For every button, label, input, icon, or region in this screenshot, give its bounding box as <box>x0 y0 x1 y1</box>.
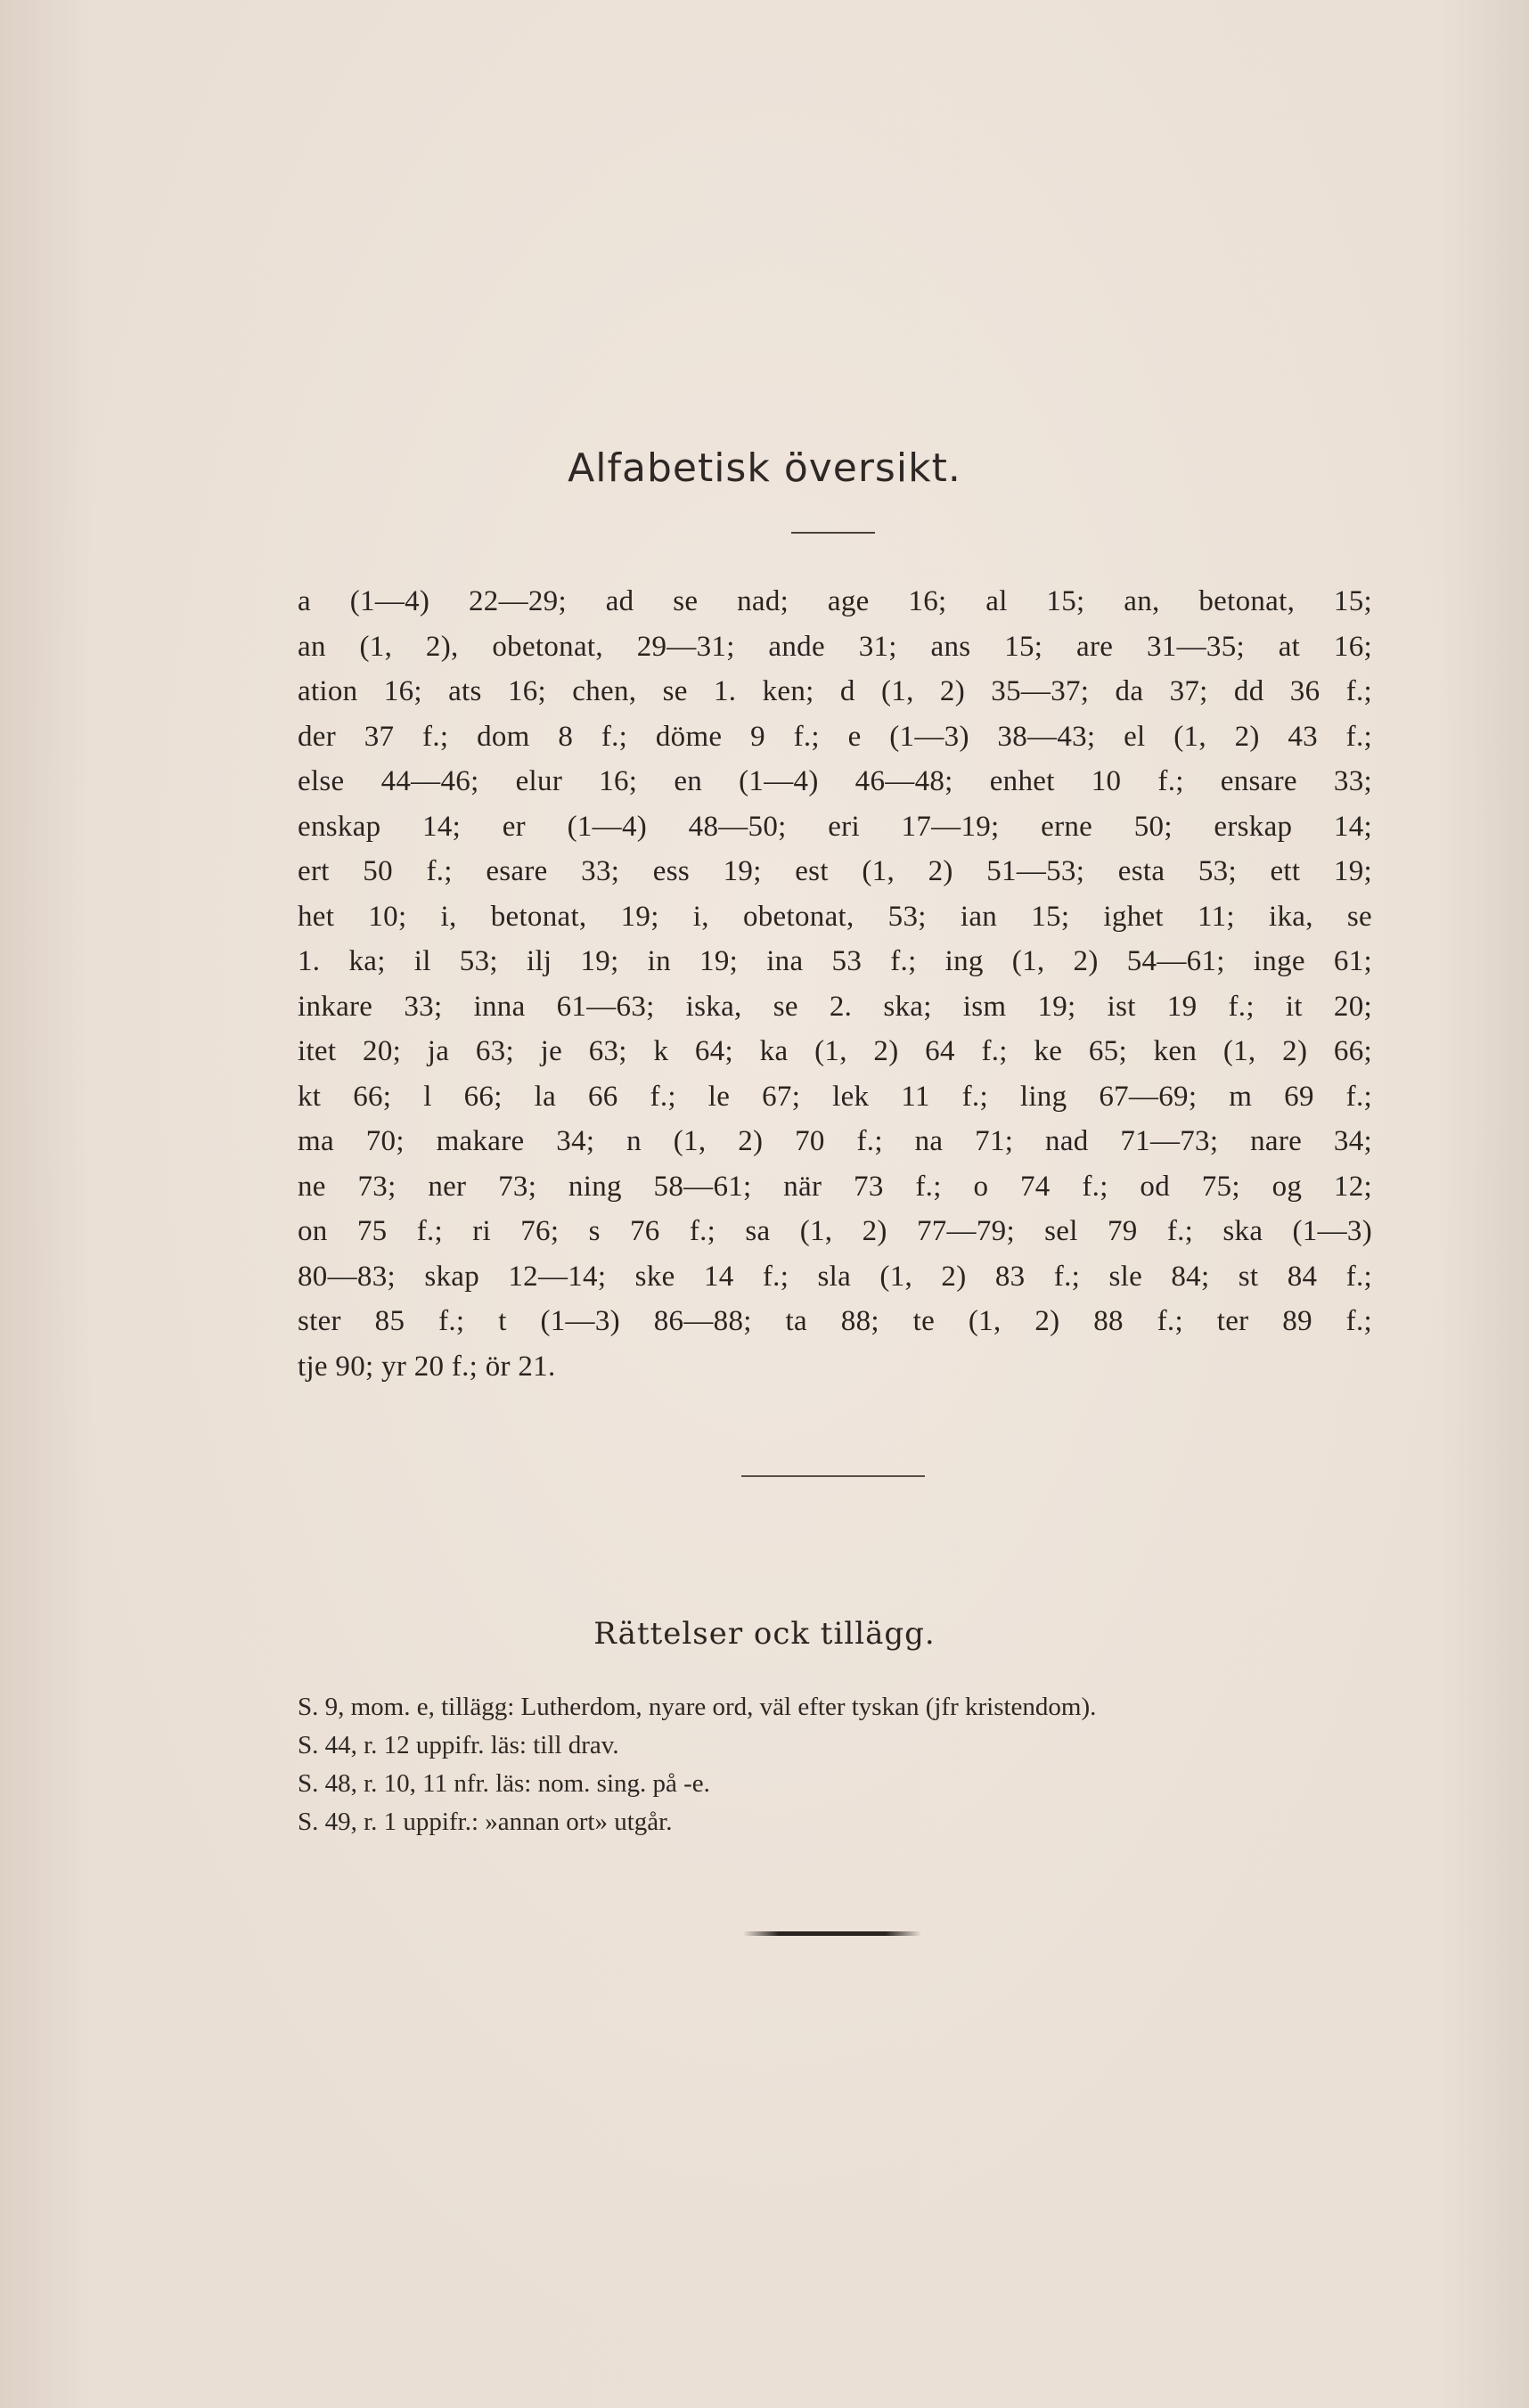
index-line: ne 73; ner 73; ning 58—61; när 73 f.; o 74 f.; od 75; og 12; <box>298 1170 1372 1203</box>
index-line: an (1, 2), obetonat, 29—31; ande 31; ans 15; are 31—35; at 16; <box>298 630 1372 663</box>
index-line: itet 20; ja 63; je 63; k 64; ka (1, 2) 64 f.; ke 65; ken (1, 2) 66; <box>298 1035 1372 1067</box>
index-line: ma 70; makare 34; n (1, 2) 70 f.; na 71; nad 71—73; nare 34; <box>298 1125 1372 1157</box>
corrections-title: Rättelser ock tillägg. <box>593 1616 936 1652</box>
correction-item: S. 44, r. 12 uppifr. läs: till drav. <box>298 1731 619 1759</box>
index-line: ert 50 f.; esare 33; ess 19; est (1, 2) 51—53; esta 53; ett 19; <box>298 855 1372 887</box>
index-line: enskap 14; er (1—4) 48—50; eri 17—19; erne 50; erskap 14; <box>298 810 1372 843</box>
index-line: else 44—46; elur 16; en (1—4) 46—48; enhet 10 f.; ensare 33; <box>298 765 1372 797</box>
index-line: ation 16; ats 16; chen, se 1. ken; d (1, 2) 35—37; da 37; dd 36 f.; <box>298 675 1372 707</box>
index-line: het 10; i, betonat, 19; i, obetonat, 53; ian 15; ighet 11; ika, se <box>298 900 1372 933</box>
index-line: tje 90; yr 20 f.; ör 21. <box>298 1350 556 1383</box>
title-divider <box>791 532 875 534</box>
index-line: ster 85 f.; t (1—3) 86—88; ta 88; te (1, 2) 88 f.; ter 89 f.; <box>298 1305 1372 1337</box>
index-line: kt 66; l 66; la 66 f.; le 67; lek 11 f.; ling 67—69; m 69 f.; <box>298 1080 1372 1113</box>
alphabetic-index <box>298 579 1372 1389</box>
index-line: on 75 f.; ri 76; s 76 f.; sa (1, 2) 77—79; sel 79 f.; ska (1—3) <box>298 1215 1372 1247</box>
section-divider <box>741 1475 925 1477</box>
page-title: Alfabetisk översikt. <box>568 445 961 491</box>
correction-item: S. 9, mom. e, tillägg: Lutherdom, nyare ord, väl efter tyskan (jfr kristendom). <box>298 1693 1097 1721</box>
index-line: der 37 f.; dom 8 f.; döme 9 f.; e (1—3) 38—43; el (1, 2) 43 f.; <box>298 720 1372 753</box>
corrections-list <box>298 1688 1372 1841</box>
index-line: inkare 33; inna 61—63; iska, se 2. ska; ism 19; ist 19 f.; it 20; <box>298 990 1372 1023</box>
index-line: a (1—4) 22—29; ad se nad; age 16; al 15; an, betonat, 15; <box>298 585 1372 617</box>
index-line: 80—83; skap 12—14; ske 14 f.; sla (1, 2) 83 f.; sle 84; st 84 f.; <box>298 1260 1372 1293</box>
end-ornament-rule <box>743 1931 921 1936</box>
index-line: 1. ka; il 53; ilj 19; in 19; ina 53 f.; ing (1, 2) 54—61; inge 61; <box>298 945 1372 977</box>
correction-item: S. 49, r. 1 uppifr.: »annan ort» utgår. <box>298 1808 673 1836</box>
correction-item: S. 48, r. 10, 11 nfr. läs: nom. sing. på -e. <box>298 1769 710 1798</box>
